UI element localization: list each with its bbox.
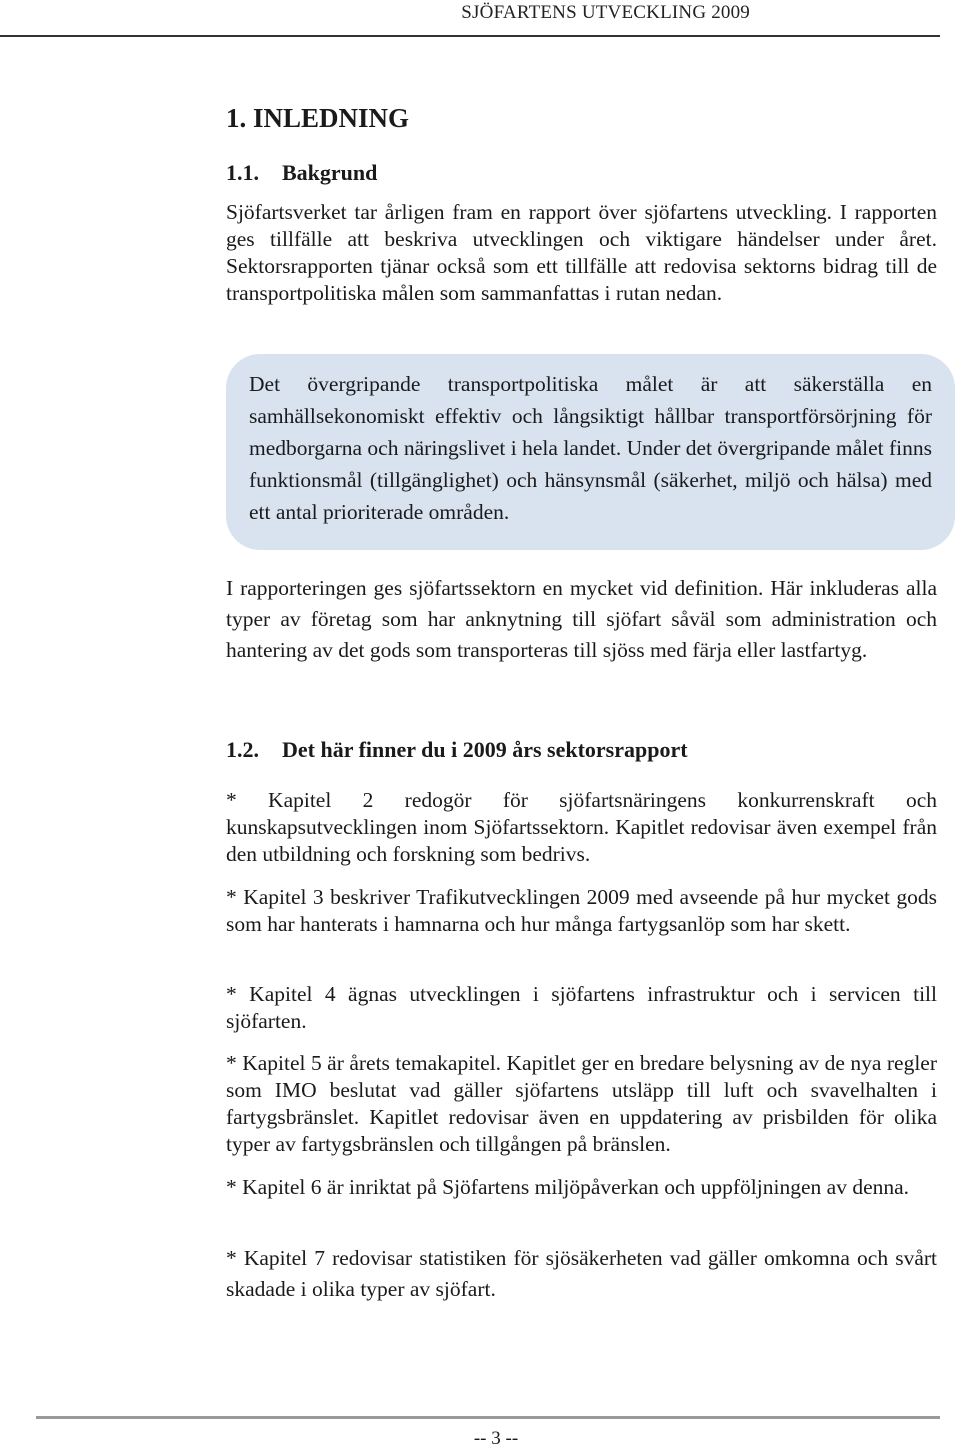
section-heading-bakgrund <box>226 160 377 186</box>
goal-callout-box <box>226 354 955 550</box>
chapter-item: * Kapitel 7 redovisar statistiken för sjösäkerheten vad gäller omkomna och svårt skadade i olika typer av sjöfart. <box>226 1246 937 1301</box>
chapter-heading: 1. INLEDNING <box>226 103 410 133</box>
definition-paragraph: I rapporteringen ges sjöfartssektorn en mycket vid definition. Här inkluderas alla typer av företag som har anknytning till sjöfart såväl som administration och hantering av det gods som transporteras till sjöss med färja eller lastfartyg. <box>226 576 937 662</box>
page-number: -- 3 -- <box>473 1428 519 1449</box>
chapter-item: * Kapitel 2 redogör för sjöfartsnäringens konkurrenskraft och kunskapsutvecklingen inom Sjöfartssektorn. Kapitlet redovisar även exempel från den utbildning och forskning som bedrivs. <box>226 788 937 866</box>
section-number: 1.2. <box>226 737 259 762</box>
chapter-item: * Kapitel 4 ägnas utvecklingen i sjöfartens infrastruktur och i servicen till sjöfarten. <box>226 982 937 1033</box>
running-header: SJÖFARTENS UTVECKLING 2009 <box>461 2 750 23</box>
chapter-item: * Kapitel 5 är årets temakapitel. Kapitlet ger en bredare belysning av de nya regler som IMO beslutat vad gäller sjöfartens utsläpp till luft och svavelhalten i fartygsbränslet. Kapitlet redovisar även en uppdatering av prisbilden för olika typer av fartygsbränslen och tillgången på bränslen. <box>226 1051 937 1156</box>
footer-divider <box>36 1416 940 1419</box>
section-heading-report-contents <box>226 737 688 763</box>
header-divider <box>0 35 940 37</box>
callout-text: Det övergripande transportpolitiska målet är att säkerställa en samhällsekonomiskt effektiv och långsiktigt hållbar transportförsörjning för medborgarna och näringslivet i hela landet. Under det övergripande målet finns funktionsmål (tillgänglighet) och hänsynsmål (säkerhet, miljö och hälsa) med ett antal prioriterade områden. <box>249 372 932 524</box>
intro-paragraph: Sjöfartsverket tar årligen fram en rapport över sjöfartens utveckling. I rapporten ges tillfälle att beskriva utvecklingen och viktigare händelser under året. Sektorsrapporten tjänar också som ett tillfälle att redovisa sektorns bidrag till de transportpolitiska målen som sammanfattas i rutan nedan. <box>226 200 937 305</box>
section-title: Bakgrund <box>282 160 378 185</box>
section-number: 1.1. <box>226 160 259 185</box>
section-title: Det här finner du i 2009 års sektorsrapport <box>282 737 688 762</box>
chapter-item: * Kapitel 6 är inriktat på Sjöfartens miljöpåverkan och uppföljningen av denna. <box>226 1175 910 1199</box>
chapter-item: * Kapitel 3 beskriver Trafikutvecklingen 2009 med avseende på hur mycket gods som har hanterats i hamnarna och hur många fartygsanlöp som har skett. <box>226 885 937 936</box>
